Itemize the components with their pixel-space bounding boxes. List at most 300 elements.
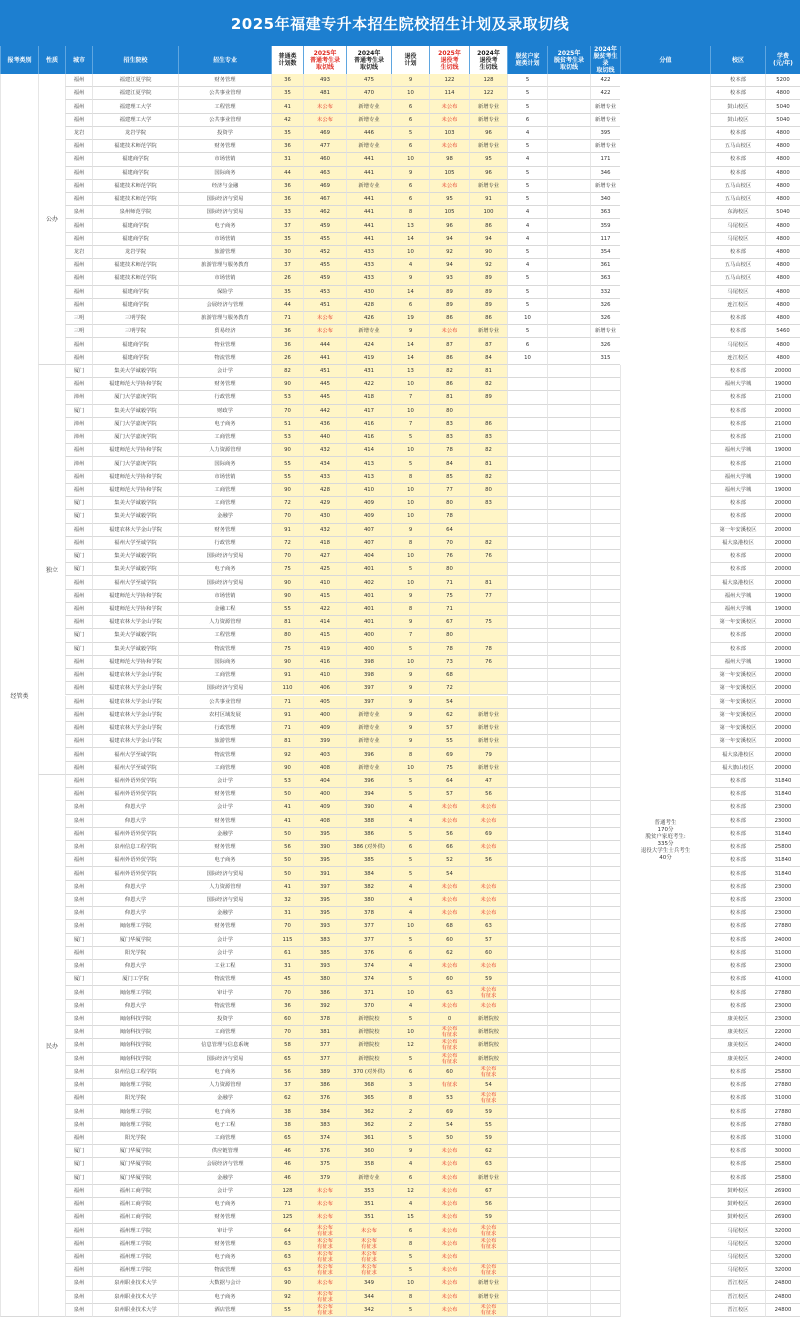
cell-school: 厦门大学嘉庚学院 — [92, 431, 178, 444]
cell-p25 — [547, 193, 590, 206]
cell-rplan: 9 — [391, 167, 429, 180]
cell-pplan: 5 — [507, 100, 547, 113]
cell-p25 — [547, 471, 590, 484]
cell-rplan: 4 — [391, 259, 429, 272]
cell-major: 工商管理 — [178, 669, 271, 682]
cell-city: 福州 — [65, 471, 92, 484]
table-row — [0, 867, 800, 880]
cell-r24: 100 — [469, 206, 507, 219]
cell-r25: 62 — [429, 947, 469, 960]
cell-r25: 96 — [429, 219, 469, 232]
cell-school: 集美大学诚毅学院 — [92, 497, 178, 510]
cell-major: 物流管理 — [178, 643, 271, 656]
cell-campus: 五马山校区 — [710, 180, 765, 193]
cell-s24: 446 — [346, 127, 391, 140]
cell-fee: 27880 — [765, 920, 800, 933]
cell-major: 工商管理 — [178, 431, 271, 444]
cell-s24: 430 — [346, 286, 391, 299]
cell-campus: 第一年安溪校区 — [710, 669, 765, 682]
cell-plan: 31 — [271, 960, 303, 973]
cell-school: 福建江夏学院 — [92, 74, 178, 87]
table-row — [0, 590, 800, 603]
cell-campus: 鼓岭校区 — [710, 1198, 765, 1211]
cell-fee: 19000 — [765, 656, 800, 669]
cell-pplan — [507, 656, 547, 669]
cell-city: 漳州 — [65, 431, 92, 444]
cell-r25: 93 — [429, 272, 469, 285]
cell-campus: 校本部 — [710, 815, 765, 828]
cell-rplan: 6 — [391, 947, 429, 960]
cell-major: 金融学 — [178, 828, 271, 841]
cell-p24 — [590, 1105, 620, 1118]
cell-s24: 388 — [346, 815, 391, 828]
cell-plan: 31 — [271, 907, 303, 920]
table-row — [0, 1105, 800, 1118]
cell-school: 福建师范大学协和学院 — [92, 471, 178, 484]
cell-school: 闽南理工学院 — [92, 1105, 178, 1118]
cell-campus: 校本部 — [710, 325, 765, 338]
cell-fee: 4800 — [765, 233, 800, 246]
cell-pplan — [507, 973, 547, 986]
cell-r24 — [469, 867, 507, 880]
cell-p24 — [590, 735, 620, 748]
cell-r24: 59 — [469, 1132, 507, 1145]
cell-p24 — [590, 1092, 620, 1105]
cell-p24 — [590, 1277, 620, 1290]
cell-p24: 新增专业 — [590, 140, 620, 153]
cell-pplan — [507, 1053, 547, 1066]
cell-rplan: 8 — [391, 1092, 429, 1105]
cell-fee: 27880 — [765, 1105, 800, 1118]
cell-school: 三明学院 — [92, 312, 178, 325]
cell-pplan — [507, 788, 547, 801]
cell-rplan: 9 — [391, 696, 429, 709]
header-cell: 2025年 退役考 生切线 — [429, 46, 469, 74]
cell-r24: 76 — [469, 656, 507, 669]
cell-p24 — [590, 788, 620, 801]
cell-r24: 新增院校 — [469, 1053, 507, 1066]
cell-major: 电子商务 — [178, 1066, 271, 1079]
cell-p24 — [590, 603, 620, 616]
cell-rplan: 13 — [391, 219, 429, 232]
cell-r24: 未公布 — [469, 881, 507, 894]
cell-p24 — [590, 986, 620, 999]
cell-s25: 410 — [303, 576, 346, 589]
cell-s25: 406 — [303, 682, 346, 695]
cell-s25: 384 — [303, 1105, 346, 1118]
nature-label-private: 民办 — [45, 1042, 58, 1050]
cell-city: 福州 — [65, 735, 92, 748]
cell-p24: 326 — [590, 338, 620, 351]
cell-school: 阳光学院 — [92, 947, 178, 960]
cell-s25: 未公布 有征求 — [303, 1251, 346, 1264]
cell-plan: 37 — [271, 1079, 303, 1092]
cell-p25 — [547, 457, 590, 470]
cell-rplan: 5 — [391, 643, 429, 656]
cell-s25: 383 — [303, 1119, 346, 1132]
cell-school: 闽南科技学院 — [92, 1026, 178, 1039]
cell-s25: 未公布 有征求 — [303, 1304, 346, 1317]
cell-p25 — [547, 325, 590, 338]
cell-city: 厦门 — [65, 405, 92, 418]
cell-s25: 453 — [303, 286, 346, 299]
cell-fee: 4800 — [765, 180, 800, 193]
cell-fee: 20000 — [765, 365, 800, 378]
header-cell: 普通类 计划数 — [271, 46, 303, 74]
cell-s24: 386 (对外供) — [346, 841, 391, 854]
cell-fee: 20000 — [765, 669, 800, 682]
cell-s24: 397 — [346, 682, 391, 695]
cell-city: 福州 — [65, 616, 92, 629]
cell-pplan: 5 — [507, 246, 547, 259]
cell-rplan: 9 — [391, 74, 429, 87]
cell-school: 闽南理工学院 — [92, 986, 178, 999]
cell-s24: 396 — [346, 775, 391, 788]
cell-plan: 63 — [271, 1238, 303, 1251]
cell-p25 — [547, 682, 590, 695]
cell-p25 — [547, 1026, 590, 1039]
cell-school: 福州大学至诚学院 — [92, 537, 178, 550]
cell-campus: 校本部 — [710, 457, 765, 470]
cell-fee: 25800 — [765, 1172, 800, 1185]
cell-p24 — [590, 471, 620, 484]
cell-plan: 90 — [271, 444, 303, 457]
cell-s24: 409 — [346, 497, 391, 510]
cell-p25 — [547, 801, 590, 814]
cell-rplan: 8 — [391, 1238, 429, 1251]
table-row — [0, 1172, 800, 1185]
cell-p24 — [590, 616, 620, 629]
cell-s24: 365 — [346, 1092, 391, 1105]
cell-pplan — [507, 881, 547, 894]
cell-pplan — [507, 828, 547, 841]
header-cell: 学费 (元/年) — [765, 46, 800, 74]
cell-campus: 福州大学城 — [710, 444, 765, 457]
cell-r24 — [469, 524, 507, 537]
cell-school: 福建师范大学协和学院 — [92, 378, 178, 391]
cell-s25: 414 — [303, 616, 346, 629]
cell-p25 — [547, 947, 590, 960]
cell-fee: 20000 — [765, 696, 800, 709]
cell-p24: 422 — [590, 74, 620, 87]
cell-rplan: 6 — [391, 193, 429, 206]
cell-rplan: 10 — [391, 576, 429, 589]
cell-r25: 52 — [429, 854, 469, 867]
cell-campus: 东海校区 — [710, 206, 765, 219]
cell-rplan: 6 — [391, 299, 429, 312]
cell-p24 — [590, 563, 620, 576]
cell-pplan — [507, 524, 547, 537]
cell-plan: 65 — [271, 1053, 303, 1066]
cell-s24: 441 — [346, 167, 391, 180]
cell-school: 集美大学诚毅学院 — [92, 365, 178, 378]
cell-p25 — [547, 828, 590, 841]
cell-rplan: 10 — [391, 986, 429, 999]
cell-rplan: 12 — [391, 1185, 429, 1198]
cell-p24: 340 — [590, 193, 620, 206]
table-row — [0, 1251, 800, 1264]
cell-p24 — [590, 1145, 620, 1158]
cell-r24: 83 — [469, 431, 507, 444]
cell-r25: 0 — [429, 1013, 469, 1026]
cell-r25: 83 — [429, 431, 469, 444]
cell-school: 龙岩学院 — [92, 127, 178, 140]
cell-city: 福州 — [65, 682, 92, 695]
cell-school: 福建农林大学金山学院 — [92, 696, 178, 709]
cell-school: 福州大学至诚学院 — [92, 762, 178, 775]
cell-r25: 89 — [429, 286, 469, 299]
cell-pplan — [507, 1185, 547, 1198]
cell-plan: 46 — [271, 1158, 303, 1171]
cell-pplan — [507, 801, 547, 814]
cell-campus: 五马山校区 — [710, 193, 765, 206]
cell-plan: 41 — [271, 815, 303, 828]
header-cell: 脱贫户家 庭类计划 — [507, 46, 547, 74]
cell-fee: 31000 — [765, 947, 800, 960]
cell-major: 国际经济与贸易 — [178, 867, 271, 880]
cell-r24: 96 — [469, 127, 507, 140]
cell-plan: 41 — [271, 100, 303, 113]
cell-p25 — [547, 1132, 590, 1145]
cell-city: 厦门 — [65, 365, 92, 378]
cell-pplan — [507, 563, 547, 576]
cell-school: 福建商学院 — [92, 153, 178, 166]
cell-s25: 432 — [303, 524, 346, 537]
cell-s25: 425 — [303, 563, 346, 576]
table-row — [0, 986, 800, 999]
table-row — [0, 378, 800, 391]
cell-p25 — [547, 1304, 590, 1317]
cell-school: 厦门大学嘉庚学院 — [92, 457, 178, 470]
cell-p24 — [590, 722, 620, 735]
cell-s25: 459 — [303, 219, 346, 232]
cell-p25 — [547, 338, 590, 351]
cell-pplan — [507, 867, 547, 880]
cell-s24: 362 — [346, 1119, 391, 1132]
cell-r25: 未公布 — [429, 100, 469, 113]
cell-major: 金融学 — [178, 907, 271, 920]
cell-r24: 未公布 — [469, 1000, 507, 1013]
cell-fee: 20000 — [765, 629, 800, 642]
cell-r25: 86 — [429, 312, 469, 325]
cell-r25: 83 — [429, 418, 469, 431]
cell-rplan: 9 — [391, 682, 429, 695]
cell-rplan: 8 — [391, 748, 429, 761]
cell-city: 福州 — [65, 338, 92, 351]
cell-p25 — [547, 722, 590, 735]
cell-p24: 326 — [590, 312, 620, 325]
cell-campus: 马尾校区 — [710, 1238, 765, 1251]
cell-fee: 4800 — [765, 219, 800, 232]
cell-r24: 59 — [469, 1105, 507, 1118]
cell-s24: 400 — [346, 629, 391, 642]
cell-s24: 351 — [346, 1211, 391, 1224]
cell-plan: 36 — [271, 193, 303, 206]
cell-school: 厦门工学院 — [92, 973, 178, 986]
cell-p24 — [590, 669, 620, 682]
cell-p24 — [590, 643, 620, 656]
cell-fee: 31840 — [765, 828, 800, 841]
cell-s24: 407 — [346, 537, 391, 550]
cell-r24: 81 — [469, 365, 507, 378]
cell-pplan: 6 — [507, 114, 547, 127]
cell-plan: 33 — [271, 206, 303, 219]
cell-r24: 未公布 — [469, 907, 507, 920]
cell-s25: 433 — [303, 471, 346, 484]
cell-major: 电子商务 — [178, 1251, 271, 1264]
cell-s24: 397 — [346, 696, 391, 709]
cell-rplan: 6 — [391, 114, 429, 127]
cell-r25: 71 — [429, 576, 469, 589]
cell-city: 福州 — [65, 1132, 92, 1145]
cell-city: 福州 — [65, 669, 92, 682]
cell-major: 财政学 — [178, 405, 271, 418]
cell-plan: 61 — [271, 947, 303, 960]
table-row — [0, 682, 800, 695]
table-row — [0, 431, 800, 444]
cell-p25 — [547, 259, 590, 272]
table-row — [0, 643, 800, 656]
cell-school: 泉州信息工程学院 — [92, 841, 178, 854]
cell-pplan — [507, 431, 547, 444]
cell-fee: 4800 — [765, 193, 800, 206]
cell-r25: 80 — [429, 563, 469, 576]
cell-p25 — [547, 854, 590, 867]
table-row — [0, 696, 800, 709]
cell-major: 财务管理 — [178, 524, 271, 537]
cell-pplan: 5 — [507, 180, 547, 193]
cell-r24: 新增专业 — [469, 722, 507, 735]
cell-fee: 20000 — [765, 550, 800, 563]
cell-r25: 未公布 — [429, 1185, 469, 1198]
cell-p24: 361 — [590, 259, 620, 272]
table-row — [0, 576, 800, 589]
cell-campus: 校本部 — [710, 1145, 765, 1158]
cell-r25: 55 — [429, 735, 469, 748]
cell-s24: 353 — [346, 1185, 391, 1198]
cell-pplan — [507, 444, 547, 457]
table-row — [0, 735, 800, 748]
cell-plan: 70 — [271, 550, 303, 563]
cell-r25: 62 — [429, 709, 469, 722]
cell-r25: 103 — [429, 127, 469, 140]
cell-s25: 392 — [303, 1000, 346, 1013]
table-row — [0, 841, 800, 854]
cell-pplan — [507, 1304, 547, 1317]
table-row — [0, 1264, 800, 1277]
cell-p24 — [590, 656, 620, 669]
cell-fee: 24800 — [765, 1277, 800, 1290]
cell-p24 — [590, 1079, 620, 1092]
cell-p24 — [590, 1132, 620, 1145]
cell-r25: 未公布 — [429, 815, 469, 828]
cell-pplan — [507, 418, 547, 431]
cell-major: 财务管理 — [178, 378, 271, 391]
cell-pplan — [507, 590, 547, 603]
cell-p24 — [590, 696, 620, 709]
cell-campus: 福大泉港校区 — [710, 576, 765, 589]
cell-rplan: 9 — [391, 669, 429, 682]
cell-p25 — [547, 114, 590, 127]
cell-fee: 26900 — [765, 1185, 800, 1198]
cell-s25: 477 — [303, 140, 346, 153]
header-cell: 退役 计划 — [391, 46, 429, 74]
cell-plan: 38 — [271, 1119, 303, 1132]
cell-city: 福州 — [65, 537, 92, 550]
cell-school: 福州大学至诚学院 — [92, 576, 178, 589]
cell-major: 物流管理 — [178, 1000, 271, 1013]
cell-r25: 未公布 — [429, 325, 469, 338]
table-row — [0, 180, 800, 193]
cell-s24: 360 — [346, 1145, 391, 1158]
cell-r24: 67 — [469, 1185, 507, 1198]
cell-fee: 4800 — [765, 140, 800, 153]
cell-p25 — [547, 246, 590, 259]
cell-rplan: 9 — [391, 616, 429, 629]
cell-pplan: 5 — [507, 193, 547, 206]
cell-s25: 445 — [303, 391, 346, 404]
cell-s25: 379 — [303, 1172, 346, 1185]
cell-p25 — [547, 431, 590, 444]
table-row — [0, 1026, 800, 1039]
cell-s25: 391 — [303, 867, 346, 880]
cell-plan: 90 — [271, 1277, 303, 1290]
cell-major: 投资学 — [178, 127, 271, 140]
cell-p25 — [547, 973, 590, 986]
cell-s24: 368 — [346, 1079, 391, 1092]
cell-rplan: 10 — [391, 550, 429, 563]
cell-s25: 419 — [303, 643, 346, 656]
cell-s25: 460 — [303, 153, 346, 166]
cell-fee: 41000 — [765, 973, 800, 986]
cell-pplan — [507, 920, 547, 933]
cell-s24: 新增专业 — [346, 180, 391, 193]
cell-fee: 20000 — [765, 537, 800, 550]
cell-p25 — [547, 1013, 590, 1026]
cell-s25: 445 — [303, 378, 346, 391]
cell-p25 — [547, 352, 590, 365]
table-row — [0, 1066, 800, 1079]
cell-rplan: 4 — [391, 801, 429, 814]
cell-plan: 41 — [271, 801, 303, 814]
cell-campus: 马尾校区 — [710, 1251, 765, 1264]
cell-major: 财务管理 — [178, 1211, 271, 1224]
cell-p25 — [547, 100, 590, 113]
cell-major: 旅游管理 — [178, 246, 271, 259]
cell-city: 三明 — [65, 312, 92, 325]
cell-city: 漳州 — [65, 391, 92, 404]
cell-campus: 校本部 — [710, 920, 765, 933]
cell-p25 — [547, 616, 590, 629]
cell-city: 厦门 — [65, 550, 92, 563]
cell-pplan — [507, 1105, 547, 1118]
header-cell: 招生院校 — [92, 46, 178, 74]
cell-s25: 未公布 — [303, 114, 346, 127]
cell-major: 工商管理 — [178, 762, 271, 775]
table-row — [0, 100, 800, 113]
cell-p24 — [590, 1066, 620, 1079]
cell-pplan — [507, 696, 547, 709]
cell-r24: 59 — [469, 973, 507, 986]
cell-r25: 77 — [429, 484, 469, 497]
table-row — [0, 709, 800, 722]
cell-p24 — [590, 629, 620, 642]
cell-campus: 马尾校区 — [710, 338, 765, 351]
cell-plan: 70 — [271, 920, 303, 933]
cell-city: 厦门 — [65, 643, 92, 656]
cell-major: 供应链管理 — [178, 1145, 271, 1158]
cell-rplan: 4 — [391, 1198, 429, 1211]
